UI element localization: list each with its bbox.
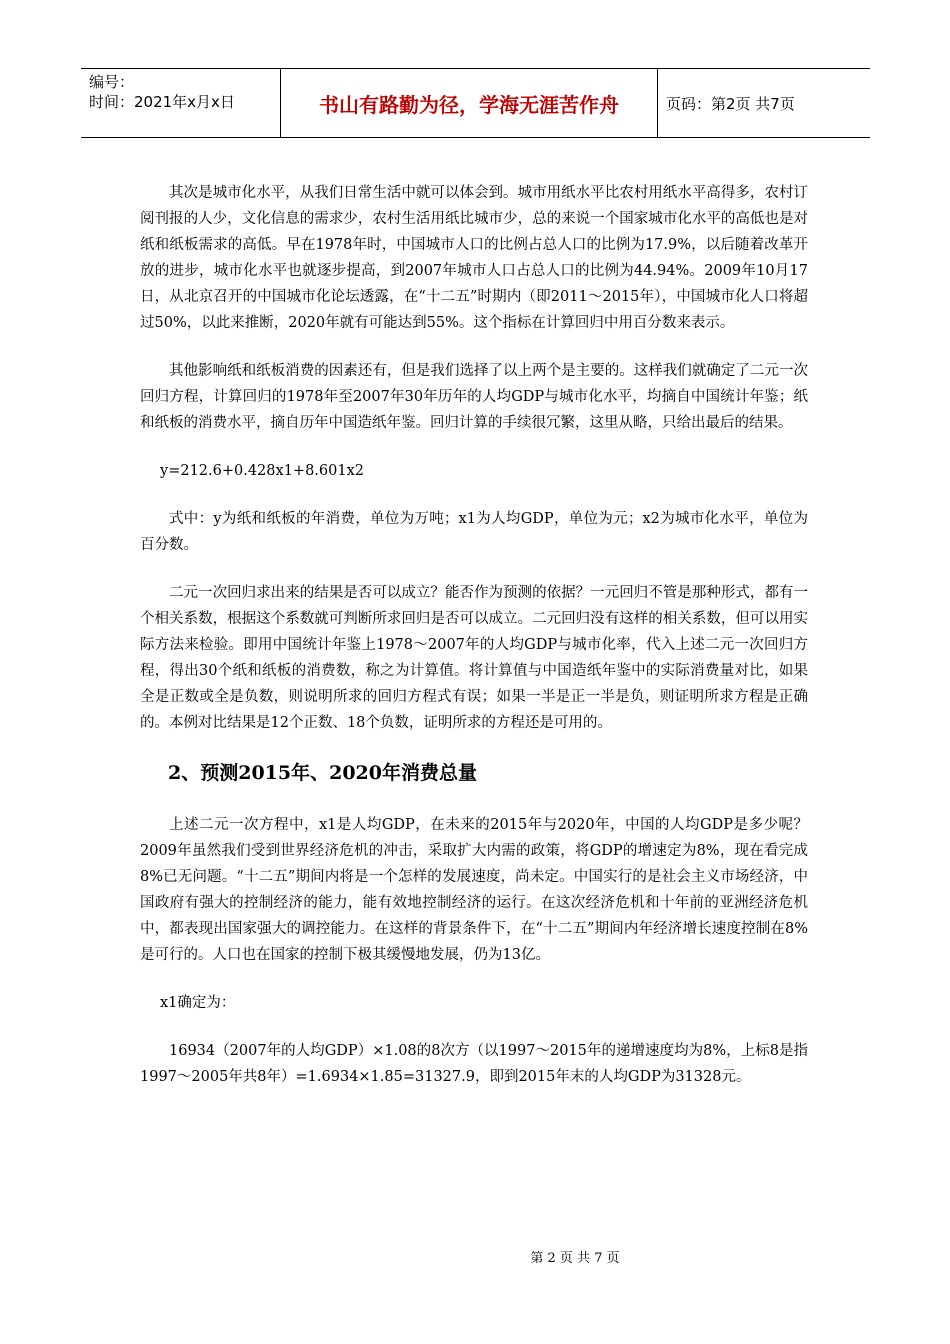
date-label: 时间：2021年x月x日: [89, 93, 235, 111]
paragraph-x1-label: x1确定为：: [160, 995, 236, 1011]
paragraph-regression-setup: 其他影响纸和纸板消费的因素还有，但是我们选择了以上两个是主要的。这样我们就确定了二元一次回归方程，计算回归的1978年至2007年30年历年的人均GDP与城市化水平，均摘自中国统计年鉴；纸和纸板的消费水平，摘自历年中国造纸年鉴。回归计算的手续很冗繁，这里从略，只给出最后的结果。: [140, 363, 808, 431]
header-page-label: 页码：第2页 共7页: [666, 94, 795, 113]
document-body: [140, 180, 808, 1112]
section-heading: 2、预测2015年、2020年消费总量: [168, 762, 477, 784]
header-meta: [81, 69, 281, 137]
footer-page-number: 第 2 页 共 7 页: [530, 1251, 620, 1266]
code-label: 编号：: [89, 73, 135, 91]
regression-formula: y=212.6+0.428x1+8.601x2: [160, 463, 364, 479]
paragraph-urbanization: 其次是城市化水平，从我们日常生活中就可以体会到。城市用纸水平比农村用纸水平高得多，农村订阅刊报的人少，文化信息的需求少，农村生活用纸比城市少，总的来说一个国家城市化水平的高低也是对纸和纸板需求的高低。早在1978年时，中国城市人口的比例占总人口的比例为17.9%，以后随着改革开放的进步，城市化水平也就逐步提高，到2007年城市人口占总人口的比例为44.94%。2009年10月17日，从北京召开的中国城市化论坛透露，在“十二五”时期内（即2011～2015年），中国城市化人口将超过50%，以此来推断，2020年就有可能达到55%。这个指标在计算回归中用百分数来表示。: [140, 185, 808, 331]
paragraph-variable-definitions: 式中：y为纸和纸板的年消费，单位为万吨；x1为人均GDP，单位为元；x2为城市化水平，单位为百分数。: [140, 511, 808, 553]
header-motto: 书山有路勤为径，学海无涯苦作舟: [281, 69, 658, 137]
page-header: [81, 68, 870, 138]
page-footer: [0, 1247, 950, 1266]
paragraph-x1-calculation: 16934（2007年的人均GDP）×1.08的8次方（以1997～2015年的递增速度均为8%，上标8是指1997～2005年共8年）=1.6934×1.85=31327.9，即到2015年末的人均GDP为31328元。: [140, 1043, 808, 1085]
paragraph-validation: 二元一次回归求出来的结果是否可以成立？能否作为预测的依据？一元回归不管是那种形式，都有一个相关系数，根据这个系数就可判断所求回归是否可以成立。二元回归没有这样的相关系数，但可以用实际方法来检验。即用中国统计年鉴上1978～2007年的人均GDP与城市化率，代入上述二元一次回归方程，得出30个纸和纸板的消费数，称之为计算值。将计算值与中国造纸年鉴中的实际消费量对比，如果全是正数或全是负数，则说明所求的回归方程式有误；如果一半是正一半是负，则证明所求方程是正确的。本例对比结果是12个正数、18个负数，证明所求的方程还是可用的。: [140, 585, 808, 731]
paragraph-gdp-forecast: 上述二元一次方程中，x1是人均GDP，在未来的2015年与2020年，中国的人均GDP是多少呢？2009年虽然我们受到世界经济危机的冲击，采取扩大内需的政策，将GDP的增速定为8%，现在看完成8%已无问题。“十二五”期间内将是一个怎样的发展速度，尚未定。中国实行的是社会主义市场经济，中国政府有强大的控制经济的能力，能有效地控制经济的运行。在这次经济危机和十年前的亚洲经济危机中，都表现出国家强大的调控能力。在这样的背景条件下，在“十二五”期间内年经济增长速度控制在8%是可行的。人口也在国家的控制下极其缓慢地发展，仍为13亿。: [140, 817, 808, 963]
